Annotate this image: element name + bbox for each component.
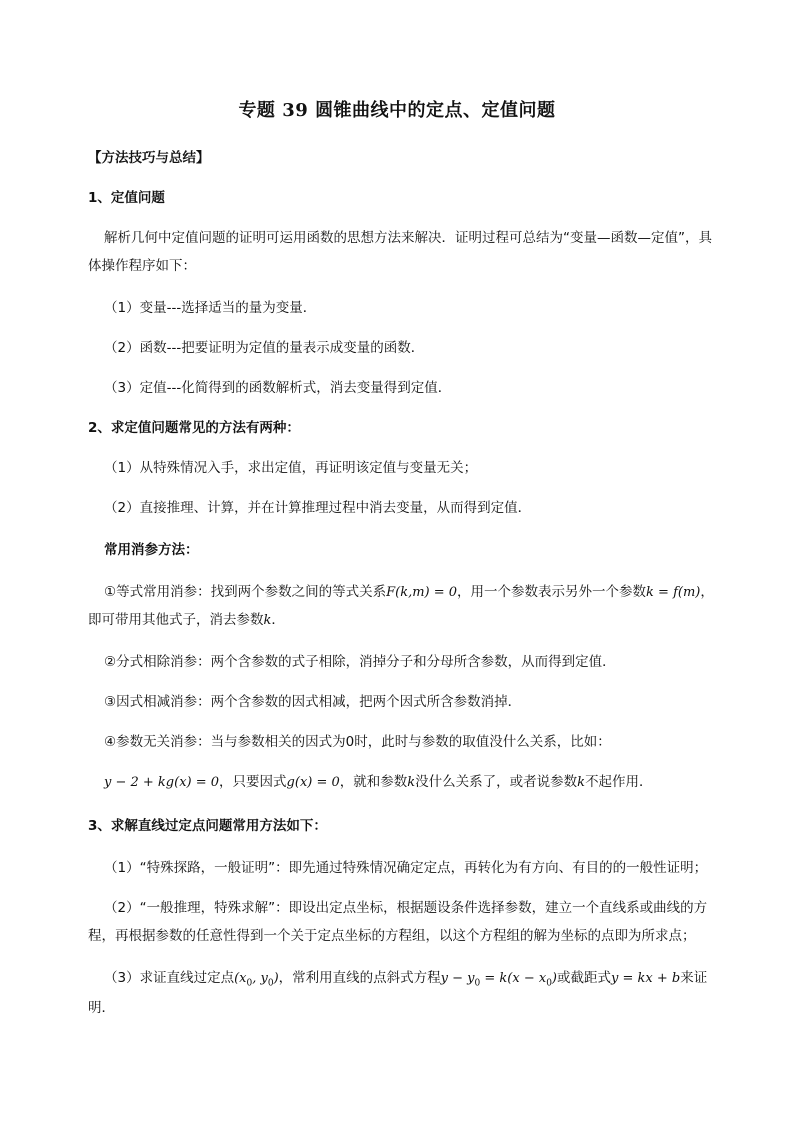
equation-y-kg: y − 2 + kg(x) = 0 [104, 775, 220, 790]
pt-open: (x [234, 971, 247, 986]
elim1-text-e: ． [271, 612, 285, 628]
ps-c: ) [551, 971, 557, 986]
pt-sub0: 0 [246, 978, 253, 989]
step-1: （1）变量---选择适当的量为变量． [104, 300, 317, 316]
section-header: 【方法技巧与总结】 [88, 150, 210, 166]
elimination-3: ③因式相减消参：两个含参数的因式相减，把两个因式所含参数消掉． [104, 694, 522, 710]
elimination-4: ④参数无关消参：当与参数相关的因式为0时，此时与参数的取值没什么关系，比如： [104, 734, 611, 750]
direct-method-3 [104, 968, 707, 994]
pt-mid: , y [252, 971, 268, 986]
direct-method-2: （2）“一般推理，特殊求解”：即设出定点坐标，根据题设条件选择参数，建立一个直线系或曲线的方 [104, 900, 708, 916]
direct-method-1: （1）“特殊探路，一般证明”：即先通过特殊情况确定定点，再转化为有方向、有目的的一般性证明； [104, 860, 708, 876]
method-1: （1）从特殊情况入手，求出定值，再证明该定值与变量无关； [104, 460, 478, 476]
heading-3: 常用消参方法： [104, 542, 199, 558]
elimination-1-cont [88, 610, 285, 631]
step-3: （3）定值---化简得到的函数解析式，消去变量得到定值． [104, 380, 452, 396]
var-k: k [407, 775, 416, 790]
title-number: 39 [282, 100, 309, 121]
direct-method-2-cont: 程，再根据参数的任意性得到一个关于定点坐标的方程组，以这个方程组的解为坐标的点即为所求点； [88, 928, 696, 944]
elim1-text-c: ， [700, 584, 714, 600]
elim1-text-d: 即可带用其他式子，消去参数 [88, 612, 264, 628]
elimination-1 [104, 582, 714, 603]
equation-slope-intercept: y = kx + b [611, 971, 681, 986]
heading-4: 3、求解直线过定点问题常用方法如下： [88, 818, 327, 834]
equation-point-slope [440, 971, 557, 989]
method-2: （2）直接推理、计算，并在计算推理过程中消去变量，从而得到定值． [104, 500, 532, 516]
ps-b: = k(x − x [480, 971, 547, 986]
equation-fkm: F(k,m) = 0 [386, 585, 458, 600]
d3-text-c: 或截距式 [557, 970, 611, 986]
elimination-4-example [104, 772, 653, 793]
var-k: k [263, 613, 272, 628]
d3-text-b: ，常利用直线的点斜式方程 [278, 970, 441, 986]
paragraph-1: 解析几何中定值问题的证明可运用函数的思想方法来解决．证明过程可总结为“变量—函数—定值”，具 [104, 230, 712, 246]
ps-s2: 0 [546, 978, 552, 989]
d3-text-d: 来证 [680, 970, 708, 986]
d3-text-a: （3）求证直线过定点 [104, 970, 235, 986]
step-2: （2）函数---把要证明为定值的量表示成变量的函数． [104, 340, 425, 356]
elim4-text-b: ，只要因式 [219, 774, 287, 790]
heading-1: 1、定值问题 [88, 190, 165, 206]
pt-close: ) [273, 971, 279, 986]
ps-a: y − y [440, 971, 475, 986]
elim4-text-e: 不起作用． [585, 774, 653, 790]
var-k: k [577, 775, 586, 790]
title-prefix: 专题 [238, 100, 276, 121]
ps-s1: 0 [474, 978, 481, 989]
point-x0-y0 [234, 971, 279, 989]
equation-gx: g(x) = 0 [286, 775, 340, 790]
direct-method-3-cont: 明． [88, 1000, 115, 1016]
elim4-text-d: 没什么关系了，或者说参数 [415, 774, 578, 790]
elim4-text-c: ，就和参数 [339, 774, 408, 790]
elim1-text-b: ，用一个参数表示另外一个参数 [457, 584, 647, 600]
pt-sub1: 0 [267, 978, 274, 989]
title-main: 圆锥曲线中的定点、定值问题 [315, 100, 556, 121]
heading-2: 2、求定值问题常见的方法有两种： [88, 420, 300, 436]
paragraph-1-cont: 体操作程序如下： [88, 258, 196, 274]
elimination-2: ②分式相除消参：两个含参数的式子相除，消掉分子和分母所含参数，从而得到定值． [104, 654, 616, 670]
page-title [0, 96, 794, 122]
elim1-text-a: ①等式常用消参：找到两个参数之间的等式关系 [104, 584, 387, 600]
equation-kfm: k = f(m) [646, 585, 701, 600]
